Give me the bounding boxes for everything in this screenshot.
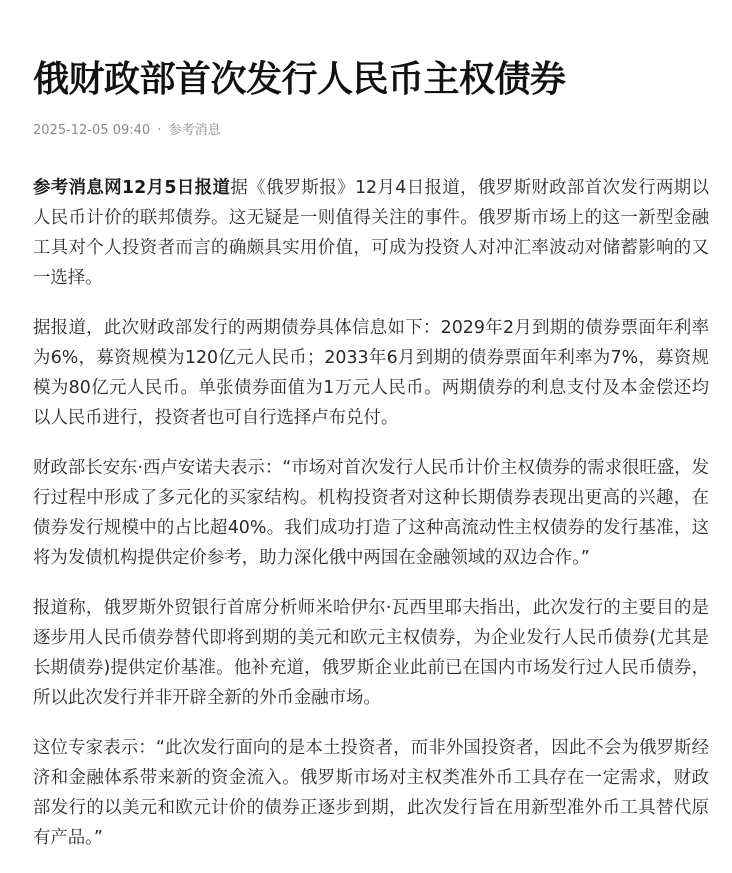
article-title: 俄财政部首次发行人民币主权债券: [33, 59, 566, 100]
paragraph-2: [33, 313, 709, 433]
article-body: [33, 173, 709, 873]
paragraph-text: 报道称，俄罗斯外贸银行首席分析师米哈伊尔·瓦西里耶夫指出，此次发行的主要目的是逐步用人民币债券替代即将到期的美元和欧元主权债券，为企业发行人民币债券(尤其是长期债券)提供定价基准。他补充道，俄罗斯企业此前已在国内市场发行过人民币债券，所以此次发行并非开辟全新的外币金融市场。: [33, 598, 709, 708]
paragraph-text: 财政部长安东·西卢安诺夫表示：“市场对首次发行人民币计价主权债券的需求很旺盛，发行过程中形成了多元化的买家结构。机构投资者对这种长期债券表现出更高的兴趣，在债券发行规模中的占比超40%。我们成功打造了这种高流动性主权债券的发行基准，这将为发债机构提供定价参考，助力深化俄中两国在金融领域的双边合作。”: [33, 458, 709, 568]
paragraph-5: [33, 733, 709, 853]
publish-datetime: 2025-12-05 09:40: [33, 123, 151, 138]
paragraph-text: 据《俄罗斯报》12月4日报道，俄罗斯财政部首次发行两期以人民币计价的联邦债券。这无疑是一则值得关注的事件。俄罗斯市场上的这一新型金融工具对个人投资者而言的确颇具实用价值，可成为投资人对冲汇率波动对储蓄影响的又一选择。: [33, 178, 709, 288]
source-name: 参考消息: [168, 123, 221, 138]
paragraph-3: [33, 453, 709, 573]
article-meta: [33, 121, 221, 141]
paragraph-4: [33, 593, 709, 713]
paragraph-1: [33, 173, 709, 293]
paragraph-lead: 参考消息网12月5日报道: [33, 178, 231, 198]
paragraph-text: 这位专家表示：“此次发行面向的是本土投资者，而非外国投资者，因此不会为俄罗斯经济和金融体系带来新的资金流入。俄罗斯市场对主权类准外币工具存在一定需求，财政部发行的以美元和欧元计价的债券正逐步到期，此次发行旨在用新型准外币工具替代原有产品。”: [33, 738, 709, 848]
meta-separator: ·: [157, 123, 162, 138]
paragraph-text: 据报道，此次财政部发行的两期债券具体信息如下：2029年2月到期的债券票面年利率为6%，募资规模为120亿元人民币；2033年6月到期的债券票面年利率为7%，募资规模为80亿元人民币。单张债券面值为1万元人民币。两期债券的利息支付及本金偿还均以人民币进行，投资者也可自行选择卢布兑付。: [33, 318, 709, 428]
